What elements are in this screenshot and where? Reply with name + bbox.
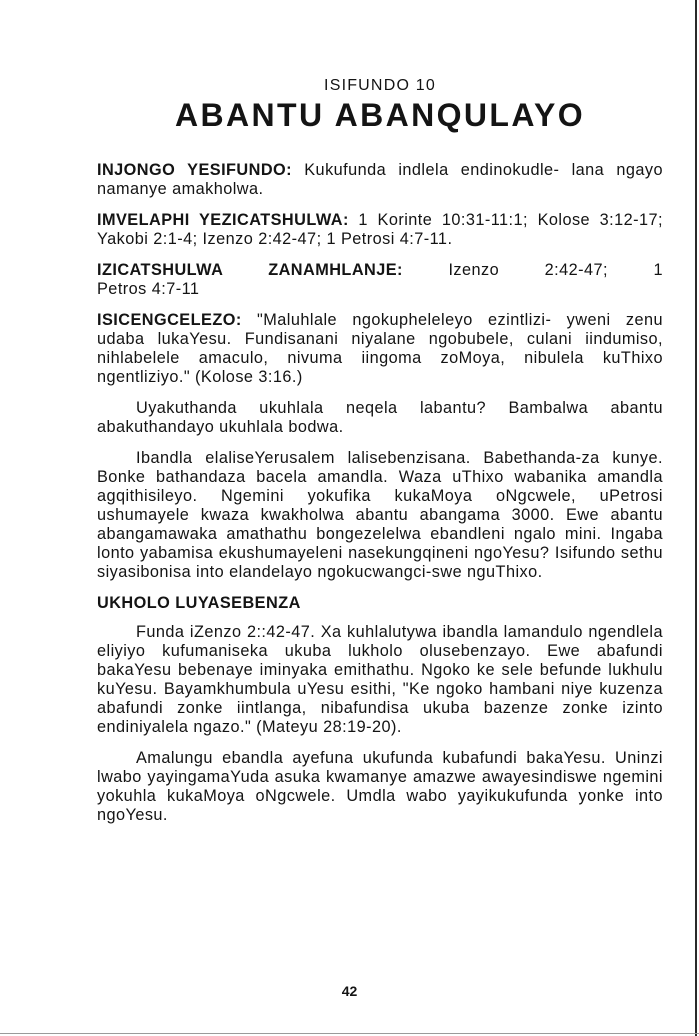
background-block	[97, 211, 663, 249]
section-paragraph: Amalungu ebandla ayefuna ukufunda kubafundi bakaYesu. Uninzi lwabo yayingamaYuda asuka kwamanye amazwe awayesindiswe ngemini yokuhla kukaMoya oNgcwele. Umdla wabo yayikukufunda yonke into ngoYesu.	[97, 749, 663, 824]
goal-label: INJONGO YESIFUNDO:	[97, 161, 293, 179]
scripture-label: IZICATSHULWA ZANAMHLANJE:	[97, 261, 403, 279]
memory-verse-block	[97, 311, 663, 387]
scripture-text-part2: 1	[653, 261, 663, 279]
scripture-line	[97, 261, 663, 280]
page-edge-bottom	[0, 1033, 699, 1034]
memory-verse-text: "Maluhlale ngokupheleleyo ezintlizi- yweni zenu udaba lukaYesu. Fundisanani niyalane ngobubele, culani iindumiso, nihlabelele amaculo, nivuma iingoma zoMoya, nibulela kuThixo ngentliziyo." (Kolose 3:16.)	[97, 311, 663, 386]
scripture-text-part3: Petros 4:7-11	[97, 280, 200, 298]
document-page	[97, 74, 663, 837]
scripture-text-part1: Izenzo 2:42-47;	[448, 261, 608, 279]
scripture-block	[97, 261, 663, 299]
lesson-title: ABANTU ABANQULAYO	[175, 97, 585, 133]
section-heading: UKHOLO LUYASEBENZA	[97, 594, 301, 612]
goal-block	[97, 161, 663, 199]
background-label: IMVELAPHI YEZICATSHULWA:	[97, 211, 349, 229]
section-paragraph: Funda iZenzo 2::42-47. Xa kuhlalutywa ibandla lamandulo ngendlela eliyiyo kufumaniseka ukuba lukholo olusebenzayo. Ewe abafundi bakaYesu bebenaye iminyaka emithathu. Ngoko ke sele befunde lukhulu kuYesu. Bayamkhumbula uYesu esithi, "Ke ngoko hambani niye kuzenza abafundi zonke iintlanga, nibafundisa ukuba bazenze zonke izinto endiniyalela ngazo." (Mateyu 28:19-20).	[97, 623, 663, 736]
goal-text: Kukufunda indlela endinokudle- lana ngayo namanye amakholwa.	[97, 161, 663, 198]
paragraph: Uyakuthanda ukuhlala neqela labantu? Bambalwa abantu abakuthandayo ukuhlala bodwa.	[97, 399, 663, 436]
lesson-number: ISIFUNDO 10	[324, 77, 436, 94]
page-number: 42	[341, 983, 358, 999]
memory-verse-label: ISICENGCELEZO:	[97, 311, 242, 329]
paragraph: Ibandla elaliseYerusalem lalisebenzisana. Babethanda-za kunye. Bonke bathandaza bacela amandla. Waza uThixo wabanika amandla agqithisileyo. Ngemini yokufika kukaMoya oNgcwele, uPetrosi ushumayele kwaza kwakholwa abantu abangama 3000. Ewe abantu abangamawaka amathathu bongezelelwa ebandleni ngalo mini. Ingaba lonto yabamisa ekushumayeleni nasekungqineni ngoYesu? Isifundo sethu siyasibonisa into elandelayo ngokucwangci-swe nguThixo.	[97, 449, 663, 581]
background-text: 1 Korinte 10:31-11:1; Kolose 3:12-17; Yakobi 2:1-4; Izenzo 2:42-47; 1 Petrosi 4:7-11.	[97, 211, 663, 248]
page-edge-right	[695, 0, 697, 1036]
